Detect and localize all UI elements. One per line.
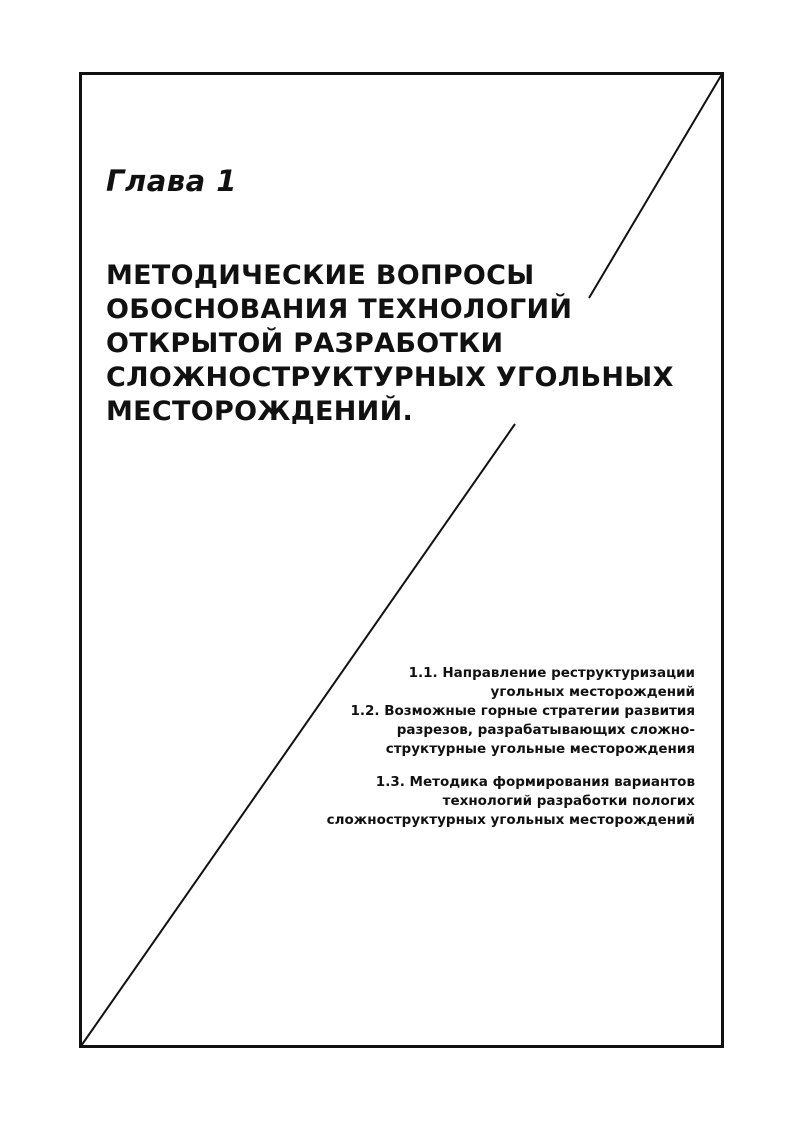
toc-line: угольных месторождений bbox=[490, 684, 695, 700]
chapter-label: Глава 1 bbox=[106, 164, 237, 198]
toc-item-1-1 bbox=[327, 664, 695, 702]
chapter-title-line: МЕТОДИЧЕСКИЕ ВОПРОСЫ bbox=[106, 260, 535, 291]
diagonal-line-decoration bbox=[79, 72, 724, 1048]
toc-item-1-3 bbox=[327, 773, 695, 830]
toc-line: структурные угольные месторождения bbox=[385, 741, 695, 757]
toc-line: 1.1. Направление реструктуризации bbox=[408, 665, 695, 681]
toc-line: разрезов, разрабатывающих сложно- bbox=[396, 722, 695, 738]
toc-line: 1.3. Методика формирования вариантов bbox=[375, 774, 695, 790]
toc-line: технологий разработки пологих bbox=[442, 793, 695, 809]
toc-item-1-2 bbox=[327, 702, 695, 759]
chapter-title-line: ОБОСНОВАНИЯ ТЕХНОЛОГИЙ bbox=[106, 294, 573, 325]
toc-line: сложноструктурных угольных месторождений bbox=[326, 812, 695, 828]
chapter-title-line: СЛОЖНОСТРУКТУРНЫХ УГОЛЬНЫХ bbox=[106, 362, 674, 393]
chapter-title bbox=[106, 259, 674, 429]
chapter-title-line: ОТКРЫТОЙ РАЗРАБОТКИ bbox=[106, 328, 504, 359]
toc-line: 1.2. Возможные горные стратегии развития bbox=[350, 703, 695, 719]
table-of-contents bbox=[327, 664, 695, 830]
chapter-title-line: МЕСТОРОЖДЕНИЙ. bbox=[106, 396, 414, 427]
